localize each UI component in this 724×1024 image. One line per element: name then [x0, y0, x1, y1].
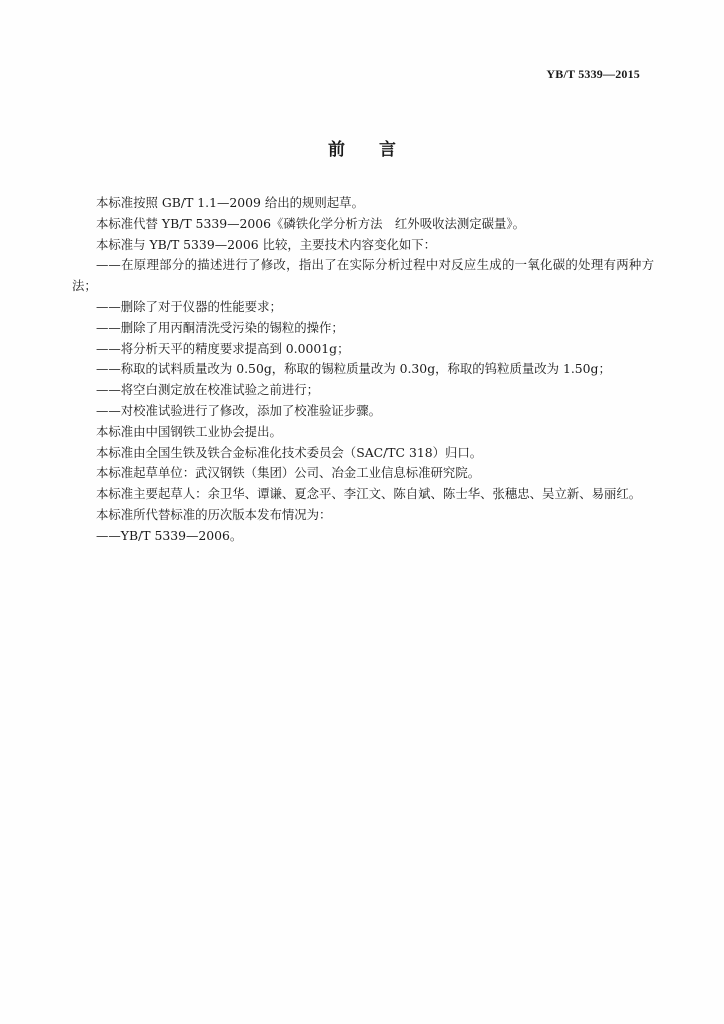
- change-item-acetone: ——删除了用丙酮清洗受污染的锡粒的操作；: [96, 319, 344, 335]
- paragraph-drafting-rules: 本标准按照 GB/T 1.1—2009 给出的规则起草。: [96, 195, 364, 210]
- page-title: 前言: [328, 140, 430, 160]
- paragraph-proposer: 本标准由中国钢铁工业协会提出。: [96, 423, 282, 439]
- change-item-instrument: ——删除了对于仪器的性能要求；: [96, 298, 282, 314]
- foreword-body: [72, 193, 654, 547]
- history-item: ——YB/T 5339—2006。: [96, 527, 243, 543]
- change-item-principle: ——在原理部分的描述进行了修改，指出了在实际分析过程中对反应生成的一氧化碳的处理有两种方法；: [72, 257, 654, 294]
- change-item-mass: ——称取的试料质量改为 0.50g，称取的锡粒质量改为 0.30g，称取的钨粒质量改为 1.50g；: [96, 361, 611, 377]
- paragraph-committee: 本标准由全国生铁及铁合金标准化技术委员会（SAC/TC 318）归口。: [96, 444, 483, 460]
- paragraph-replaces: 本标准代替 YB/T 5339—2006《磷铁化学分析方法 红外吸收法测定碳量》。: [96, 215, 526, 231]
- change-item-balance: ——将分析天平的精度要求提高到 0.0001g；: [96, 340, 350, 356]
- paragraph-drafting-units: 本标准起草单位：武汉钢铁（集团）公司、冶金工业信息标准研究院。: [96, 465, 481, 481]
- paragraph-history: 本标准所代替标准的历次版本发布情况为：: [96, 506, 332, 522]
- change-item-blank: ——将空白测定放在校准试验之前进行；: [96, 382, 320, 398]
- paragraph-comparison: 本标准与 YB/T 5339—2006 比较，主要技术内容变化如下：: [96, 236, 437, 252]
- change-item-calibration: ——对校准试验进行了修改，添加了校准验证步骤。: [96, 402, 381, 418]
- standard-number: YB/T 5339—2015: [546, 67, 640, 81]
- paragraph-drafters: 本标准主要起草人：余卫华、谭谦、夏念平、李江文、陈自斌、陈士华、张穗忠、吴立新、易丽红。: [96, 486, 642, 502]
